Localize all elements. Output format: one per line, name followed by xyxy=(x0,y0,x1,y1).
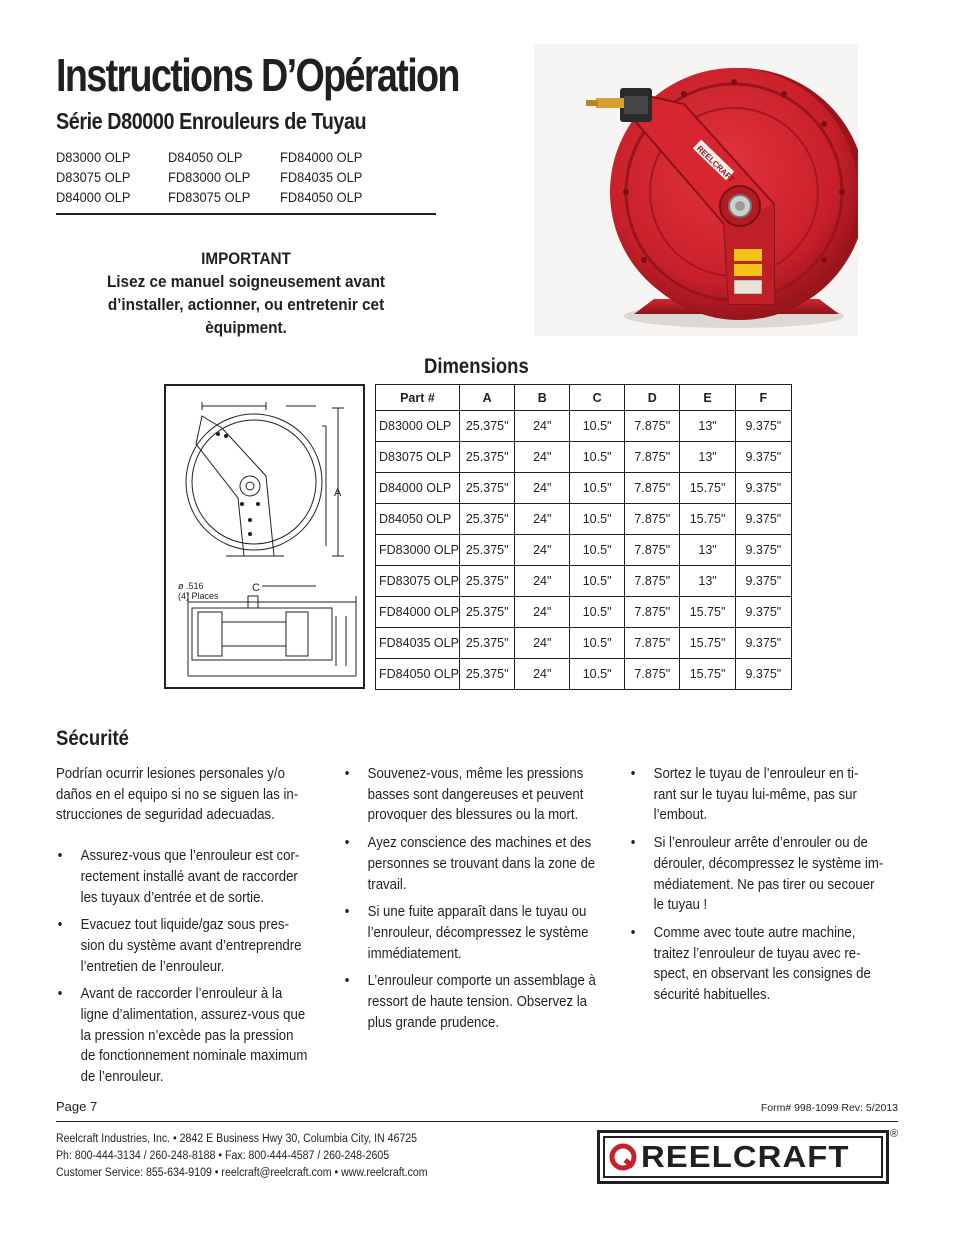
page-subtitle: Série D80000 Enrouleurs de Tuyau xyxy=(56,108,367,134)
diagram-hole-label: ø .516 xyxy=(178,581,204,591)
table-cell: 7.875" xyxy=(625,535,680,566)
table-cell: 25.375" xyxy=(459,628,515,659)
safety-heading: Sécurité xyxy=(56,727,129,750)
table-cell: 13" xyxy=(680,442,735,473)
table-row xyxy=(376,504,792,535)
table-cell: 25.375" xyxy=(459,566,515,597)
table-cell: 15.75" xyxy=(680,628,735,659)
table-cell: FD83075 OLP xyxy=(376,566,460,597)
reel-mark-icon xyxy=(605,1138,641,1176)
table-cell: FD84050 OLP xyxy=(376,659,460,690)
table-cell: 7.875" xyxy=(625,442,680,473)
table-cell: 10.5" xyxy=(570,473,625,504)
list-item: • Si une fuite apparaît dans le tuyau ou l’enrouleur, décompressez le système immédiatement. xyxy=(343,902,598,964)
table-row xyxy=(376,659,792,690)
table-cell: D84000 OLP xyxy=(376,473,460,504)
table-cell: 7.875" xyxy=(625,473,680,504)
table-cell: 15.75" xyxy=(680,597,735,628)
company-phone: Ph: 800-444-3134 / 260-248-8188 • Fax: 800-444-4587 / 260-248-2605 xyxy=(56,1150,390,1162)
table-cell: FD83000 OLP xyxy=(376,535,460,566)
table-cell: 24" xyxy=(515,566,570,597)
column-header: F xyxy=(735,385,791,411)
table-cell: 24" xyxy=(515,473,570,504)
table-row xyxy=(376,473,792,504)
safety-intro: Podrían ocurrir lesiones personales y/o daños en el equipo si no se siguen las in- strucciones de seguridad adecuadas. xyxy=(56,765,299,824)
safety-list xyxy=(629,764,884,1006)
table-cell: 25.375" xyxy=(459,442,515,473)
table-cell: 10.5" xyxy=(570,659,625,690)
list-item: • Evacuez tout liquide/gaz sous pres- sion du système avant d’entreprendre l’entretien de l’enrouleur. xyxy=(56,915,311,977)
list-item: • Comme avec toute autre machine, traitez l’enrouleur de tuyau avec re- spect, en observant les consignes de sécurité habituelles. xyxy=(629,923,884,1006)
table-cell: 24" xyxy=(515,442,570,473)
table-cell: 9.375" xyxy=(735,504,791,535)
table-row xyxy=(376,535,792,566)
logo-wordmark: REELCRAFT xyxy=(641,1139,850,1174)
column-header: Part # xyxy=(376,385,460,411)
table-header-row xyxy=(376,385,792,411)
table-cell: 15.75" xyxy=(680,473,735,504)
table-cell: 10.5" xyxy=(570,597,625,628)
safety-list xyxy=(343,764,598,1033)
table-cell: 13" xyxy=(680,535,735,566)
table-cell: 9.375" xyxy=(735,473,791,504)
model-item: FD83075 OLP xyxy=(168,189,251,205)
safety-column-1 xyxy=(56,764,346,1095)
model-item: FD83000 OLP xyxy=(168,169,251,185)
list-item: • Sortez le tuyau de l’enrouleur en ti- rant sur le tuyau lui-même, pas sur l’embout. xyxy=(629,764,884,826)
footer-divider xyxy=(56,1121,898,1122)
table-cell: 13" xyxy=(680,411,735,442)
table-cell: FD84000 OLP xyxy=(376,597,460,628)
table-cell: 24" xyxy=(515,504,570,535)
table-cell: 7.875" xyxy=(625,628,680,659)
table-cell: 9.375" xyxy=(735,566,791,597)
model-item: FD84050 OLP xyxy=(280,189,363,205)
reelcraft-logo xyxy=(597,1130,889,1184)
dimensions-heading: Dimensions xyxy=(424,355,529,378)
page-title: Instructions D’Opération xyxy=(56,49,459,101)
table-cell: 25.375" xyxy=(459,504,515,535)
important-label: IMPORTANT xyxy=(201,249,291,268)
table-cell: 25.375" xyxy=(459,597,515,628)
table-cell: D83075 OLP xyxy=(376,442,460,473)
diagram-hole-places: (4) Places xyxy=(178,591,219,601)
page-number: Page 7 xyxy=(56,1099,98,1114)
table-cell: 7.875" xyxy=(625,597,680,628)
important-line: d’installer, actionner, ou entretenir cet xyxy=(107,295,385,314)
table-row xyxy=(376,628,792,659)
table-cell: 24" xyxy=(515,659,570,690)
model-list xyxy=(56,148,392,207)
table-row xyxy=(376,411,792,442)
table-cell: 24" xyxy=(515,411,570,442)
form-number: Form# 998-1099 Rev: 5/2013 xyxy=(760,1102,898,1114)
table-cell: 7.875" xyxy=(625,411,680,442)
table-cell: 25.375" xyxy=(459,659,515,690)
table-cell: 9.375" xyxy=(735,442,791,473)
table-row xyxy=(376,566,792,597)
column-header: B xyxy=(515,385,570,411)
model-item: D83000 OLP xyxy=(56,149,131,165)
table-cell: 24" xyxy=(515,597,570,628)
safety-column-3 xyxy=(629,764,919,1013)
safety-list xyxy=(56,846,311,1088)
dimension-diagram xyxy=(164,384,365,689)
list-item: • Avant de raccorder l’enrouleur à la ligne d’alimentation, assurez-vous que la pression n’excède pas la pression de fonctionnement nominale maximum de l’enrouleur. xyxy=(56,984,311,1088)
table-cell: 10.5" xyxy=(570,535,625,566)
hose-reel-photo xyxy=(534,44,858,336)
column-header: A xyxy=(459,385,515,411)
table-cell: 7.875" xyxy=(625,659,680,690)
company-contact xyxy=(56,1131,460,1182)
photo-brand-plate: REELCRAFT xyxy=(694,143,737,185)
model-item: FD84035 OLP xyxy=(280,169,363,185)
important-line: èquipment. xyxy=(205,318,287,337)
list-item: • Ayez conscience des machines et des personnes se trouvant dans la zone de travail. xyxy=(343,833,598,895)
table-row xyxy=(376,442,792,473)
table-cell: 9.375" xyxy=(735,659,791,690)
diagram-label-c: C xyxy=(252,582,260,594)
table-cell: 9.375" xyxy=(735,597,791,628)
model-item: D84050 OLP xyxy=(168,149,243,165)
model-item: FD84000 OLP xyxy=(280,149,363,165)
table-cell: 9.375" xyxy=(735,628,791,659)
safety-column-2 xyxy=(343,764,633,1040)
table-cell: 25.375" xyxy=(459,473,515,504)
model-item: D84000 OLP xyxy=(56,189,131,205)
list-item: • Souvenez-vous, même les pressions basses sont dangereuses et peuvent provoquer des blessures ou la mort. xyxy=(343,764,598,826)
table-cell: 24" xyxy=(515,535,570,566)
table-cell: 7.875" xyxy=(625,504,680,535)
table-cell: 24" xyxy=(515,628,570,659)
table-cell: 25.375" xyxy=(459,411,515,442)
divider xyxy=(56,213,436,215)
table-cell: 10.5" xyxy=(570,411,625,442)
important-line: Lisez ce manuel soigneusement avant xyxy=(106,272,386,291)
table-cell: 9.375" xyxy=(735,411,791,442)
column-header: C xyxy=(570,385,625,411)
column-header: D xyxy=(625,385,680,411)
dimensions-table xyxy=(375,384,792,690)
table-cell: 10.5" xyxy=(570,442,625,473)
table-cell: 25.375" xyxy=(459,535,515,566)
table-row xyxy=(376,597,792,628)
table-cell: 9.375" xyxy=(735,535,791,566)
table-cell: 13" xyxy=(680,566,735,597)
list-item: • Assurez-vous que l’enrouleur est cor- rectement installé avant de raccorder les tuyaux d’entrée et de sortie. xyxy=(56,846,311,908)
table-cell: 10.5" xyxy=(570,504,625,535)
table-cell: 7.875" xyxy=(625,566,680,597)
list-item: • L’enrouleur comporte un assemblage à ressort de haute tension. Observez la plus grande prudence. xyxy=(343,971,598,1033)
table-cell: 10.5" xyxy=(570,566,625,597)
list-item: • Si l’enrouleur arrête d’enrouler ou de dérouler, décompressez le système im- médiatement. Ne pas tirer ou secouer le tuyau ! xyxy=(629,833,884,916)
company-service: Customer Service: 855-634-9109 • reelcraft@reelcraft.com • www.reelcraft.com xyxy=(56,1167,428,1179)
table-cell: 10.5" xyxy=(570,628,625,659)
diagram-label-a: A xyxy=(334,487,342,499)
table-cell: D84050 OLP xyxy=(376,504,460,535)
column-header: E xyxy=(680,385,735,411)
table-cell: FD84035 OLP xyxy=(376,628,460,659)
registered-mark: ® xyxy=(890,1128,899,1140)
model-item: D83075 OLP xyxy=(56,169,131,185)
table-cell: 15.75" xyxy=(680,659,735,690)
company-address: Reelcraft Industries, Inc. • 2842 E Business Hwy 30, Columbia City, IN 46725 xyxy=(56,1133,418,1145)
important-notice xyxy=(56,247,436,339)
table-cell: D83000 OLP xyxy=(376,411,460,442)
table-cell: 15.75" xyxy=(680,504,735,535)
